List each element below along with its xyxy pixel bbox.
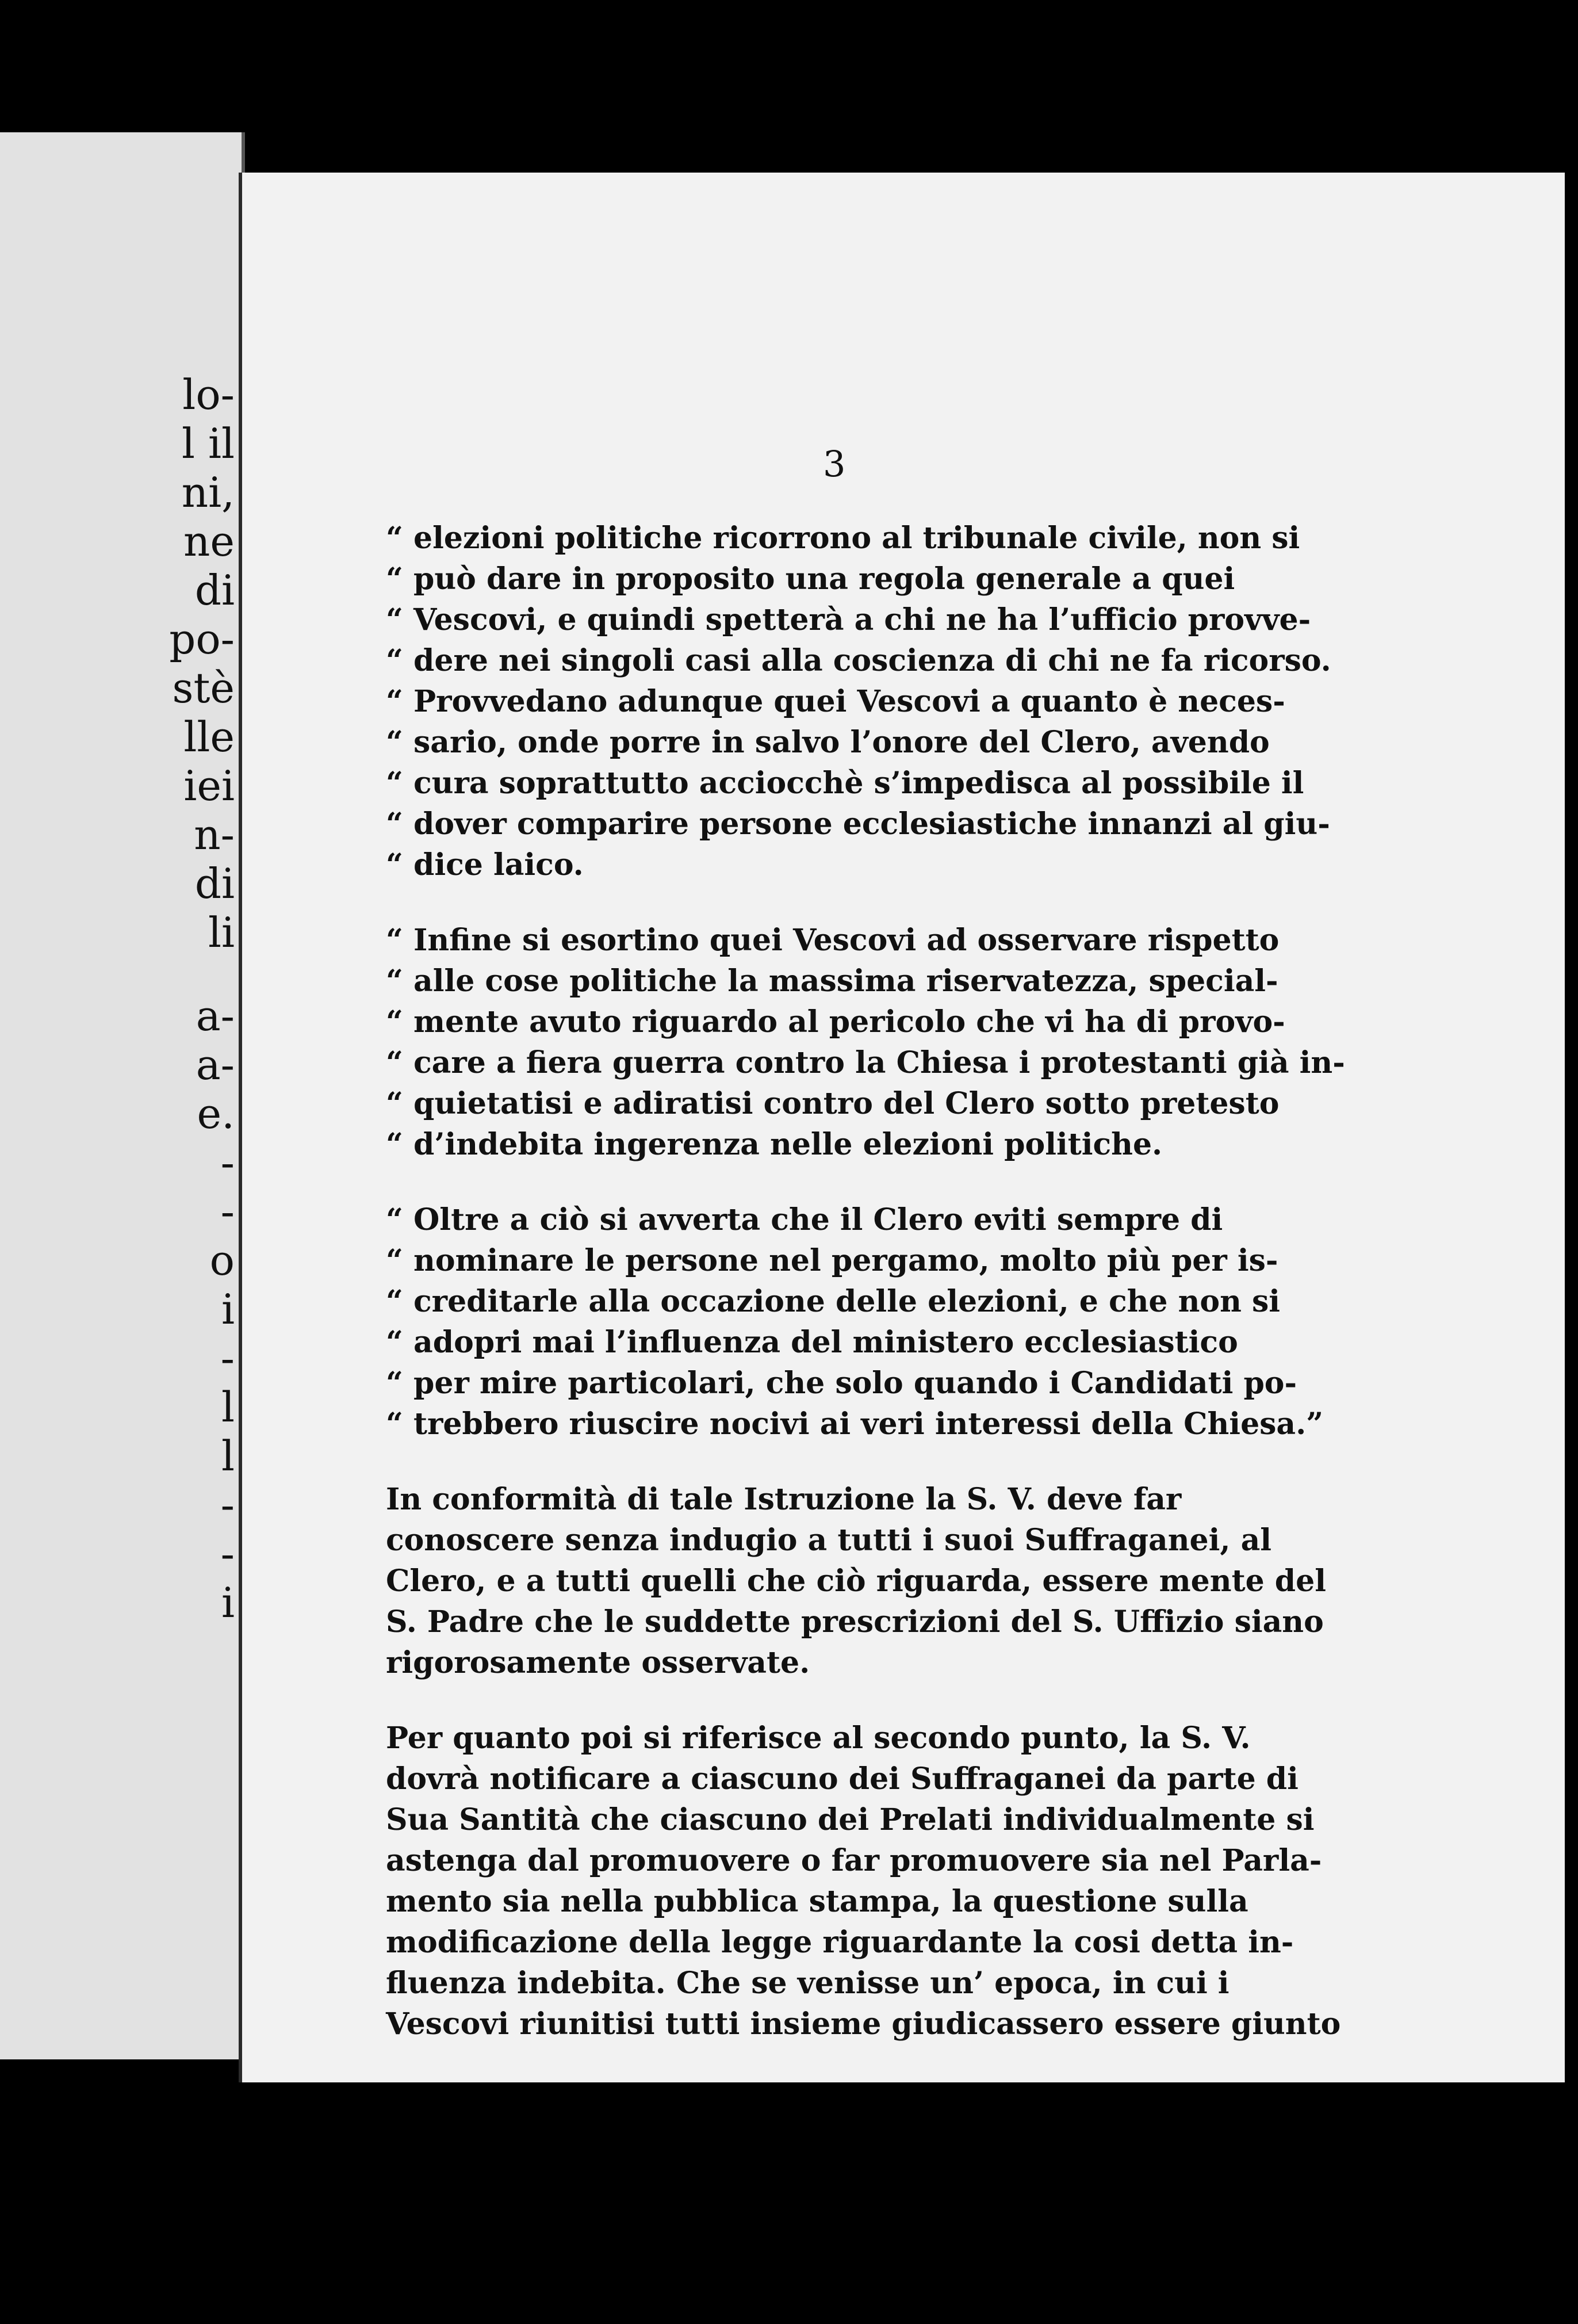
text-line: “ d’indebita ingerenza nelle elezioni politiche. [386, 1127, 1163, 1162]
document-page [239, 173, 1565, 2082]
text-line: “ può dare in proposito una regola generale a quei [386, 561, 1235, 597]
previous-page-text-fragment: lo- [182, 370, 235, 419]
text-line: “ care a fiera guerra contro la Chiesa i protestanti già in- [386, 1045, 1345, 1080]
text-line: S. Padre che le suddette prescrizioni del S. Uffizio siano [386, 1604, 1324, 1639]
text-line: modificazione della legge riguardante la cosi detta in- [386, 1925, 1294, 1960]
previous-page-text-fragment: - [220, 1334, 235, 1382]
text-line: conoscere senza indugio a tutti i suoi Suffraganei, al [386, 1523, 1272, 1558]
previous-page-text-fragment: l [221, 1383, 235, 1431]
previous-page-text-fragment: o [209, 1236, 235, 1285]
text-line: “ Oltre a ciò si avverta che il Clero eviti sempre di [386, 1202, 1223, 1237]
text-line: “ dover comparire persone ecclesiastiche innanzi al giu- [386, 806, 1330, 842]
previous-page-text-fragment: po- [169, 615, 235, 663]
text-line: “ sario, onde porre in salvo l’onore del Clero, avendo [386, 725, 1270, 760]
text-line: “ Infine si esortino quei Vescovi ad osservare rispetto [386, 923, 1280, 958]
text-line: “ cura soprattutto acciocchè s’impedisca al possibile il [386, 766, 1304, 801]
text-line: “ trebbero riuscire nocivi ai veri interessi della Chiesa.” [386, 1406, 1324, 1442]
text-line: Per quanto poi si riferisce al secondo punto, la S. V. [386, 1721, 1251, 1756]
previous-page-text-fragment: - [220, 1481, 235, 1529]
previous-page-text-fragment: - [220, 1187, 235, 1236]
text-line: In conformità di tale Istruzione la S. V. deve far [386, 1482, 1182, 1517]
text-line: “ Provvedano adunque quei Vescovi a quanto è neces- [386, 684, 1285, 719]
paragraph-quote-1 [386, 518, 1450, 885]
previous-page-text-fragment: li [208, 908, 235, 957]
text-line: “ mente avuto riguardo al pericolo che vi ha di provo- [386, 1004, 1285, 1039]
text-line: Sua Santità che ciascuno dei Prelati individualmente si [386, 1802, 1315, 1837]
previous-page-text-fragment: ni, [181, 468, 235, 517]
paragraph-quote-3 [386, 1199, 1450, 1444]
previous-page-text-fragment: - [220, 1138, 235, 1187]
previous-page-text-fragment: di [194, 566, 235, 614]
previous-page-text-fragment: iei [183, 762, 235, 810]
previous-page-text-fragment: a- [196, 992, 235, 1040]
previous-page-text-fragment: l [221, 1432, 235, 1480]
previous-page-text-fragment: - [220, 1530, 235, 1578]
text-line: “ adopri mai l’influenza del ministero ecclesiastico [386, 1325, 1238, 1360]
text-line: mento sia nella pubblica stampa, la questione sulla [386, 1884, 1248, 1919]
previous-page-text-fragment: l il [182, 419, 235, 468]
previous-page-text-fragment: di [194, 859, 235, 908]
previous-page-text-fragment: lle [183, 713, 235, 761]
text-line: “ nominare le persone nel pergamo, molto più per is- [386, 1243, 1278, 1278]
text-line: “ alle cose politiche la massima riservatezza, special- [386, 964, 1278, 999]
previous-page-text-fragment: ne [183, 517, 235, 565]
text-line: “ Vescovi, e quindi spetterà a chi ne ha l’ufficio provve- [386, 602, 1311, 637]
previous-page-text-fragment: n- [194, 811, 235, 859]
paragraph-conformity [386, 1479, 1450, 1683]
previous-page-edge [0, 132, 245, 2059]
text-line: astenga dal promuovere o far promuovere sia nel Parla- [386, 1843, 1322, 1878]
text-line: “ creditarle alla occazione delle elezioni, e che non si [386, 1284, 1281, 1319]
previous-page-text-fragment: i [221, 1578, 235, 1627]
previous-page-text-fragment: e. [197, 1090, 235, 1138]
text-line: rigorosamente osservate. [386, 1645, 810, 1680]
page-number: 3 [823, 443, 846, 485]
text-line: “ quietatisi e adiratisi contro del Clero sotto pretesto [386, 1086, 1280, 1121]
paragraph-quote-2 [386, 920, 1450, 1165]
previous-page-text-fragment: stè [172, 664, 235, 712]
text-line: fluenza indebita. Che se venisse un’ epoca, in cui i [386, 1966, 1230, 2001]
text-line: Vescovi riunitisi tutti insieme giudicassero essere giunto [386, 2006, 1341, 2042]
text-line: “ elezioni politiche ricorrono al tribunale civile, non si [386, 521, 1300, 556]
text-line: “ dere nei singoli casi alla coscienza di chi ne fa ricorso. [386, 643, 1331, 678]
body-text [386, 518, 1450, 2044]
text-line: dovrà notificare a ciascuno dei Suffraganei da parte di [386, 1761, 1299, 1796]
text-line: “ per mire particolari, che solo quando i Candidati po- [386, 1366, 1297, 1401]
previous-page-text-fragment: a- [196, 1041, 235, 1089]
previous-page-text-fragment: i [221, 1285, 235, 1333]
paragraph-second-point [386, 1718, 1450, 2044]
text-line: “ dice laico. [386, 847, 584, 882]
text-line: Clero, e a tutti quelli che ciò riguarda, essere mente del [386, 1564, 1326, 1599]
